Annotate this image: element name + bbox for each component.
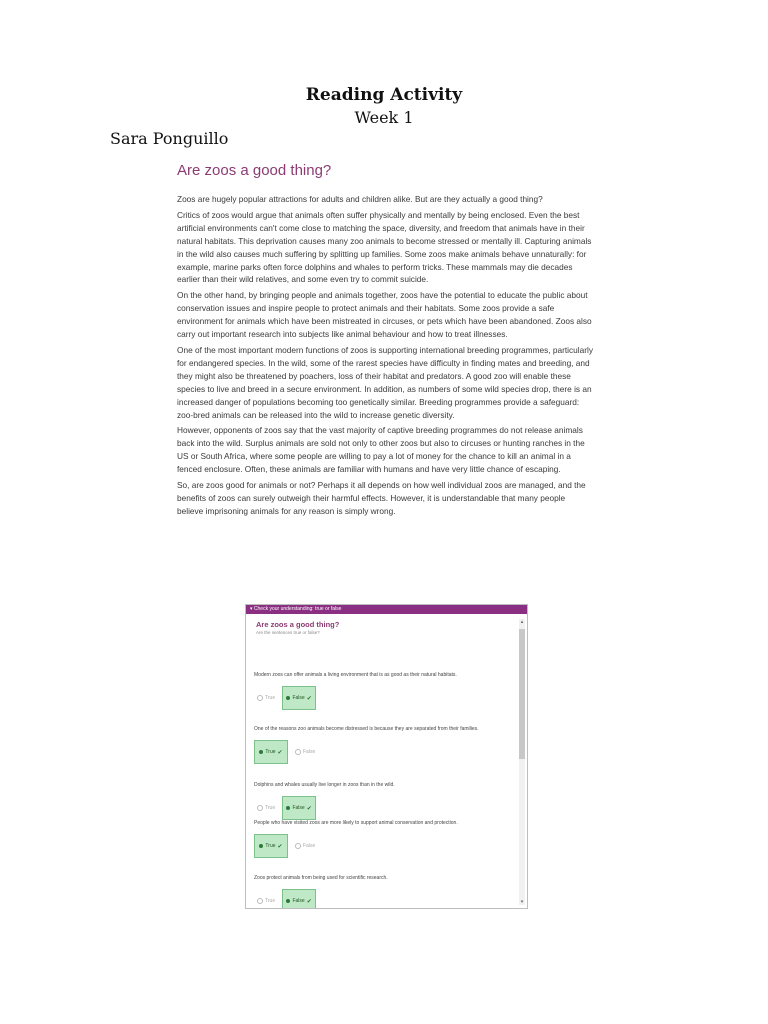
article	[177, 162, 593, 521]
quiz-screenshot	[245, 604, 528, 909]
option-false[interactable]: False ✔	[282, 796, 316, 820]
checkmark-icon: ✔	[277, 843, 283, 850]
article-paragraph: So, are zoos good for animals or not? Perhaps it all depends on how well individual zoos are managed, and the benefits of zoos can surely outweigh their harmful effects. However, it is understandable that many people believe imprisoning animals for any reason is simply wrong.	[177, 480, 586, 516]
option-true[interactable]: True	[254, 687, 278, 709]
article-paragraph: Critics of zoos would argue that animals often suffer physically and mentally by being enclosed. Even the best artificial environments can't come close to matching the space, diversity, and freedom that animals have in their natural habitats. This deprivation causes many zoo animals to become stressed or mentally ill. Capturing animals in the wild also causes much suffering by splitting up families. Some zoos make animals behave unnaturally: for example, marine parks often force dolphins and whales to perform tricks. These mammals may die decades earlier than their wild relatives, and some even try to commit suicide.	[177, 209, 592, 285]
radio-icon	[257, 898, 263, 904]
quiz-question	[254, 667, 504, 710]
quiz-title: Are zoos a good thing?	[256, 620, 340, 629]
document-title: Reading Activity	[305, 85, 463, 105]
radio-icon	[257, 695, 263, 701]
document-subtitle: Week 1	[354, 108, 414, 127]
option-false[interactable]: False	[292, 835, 318, 857]
quiz-header-label: Check your understanding: true or false	[253, 606, 342, 612]
option-true[interactable]: True	[254, 797, 278, 819]
question-text: People who have visited zoos are more likely to support animal conservation and protection.	[254, 820, 458, 826]
article-heading: Are zoos a good thing?	[177, 162, 332, 179]
radio-icon	[295, 749, 301, 755]
article-paragraph: Zoos are hugely popular attractions for adults and children alike. But are they actually a good thing?	[177, 194, 543, 204]
question-text: Dolphins and whales usually live longer in zoos than in the wild.	[254, 782, 395, 788]
article-paragraph: On the other hand, by bringing people and animals together, zoos have the potential to educate the public about conservation issues and inspire people to protect animals and their habitats. Some zoos provide a safe environment for animals which have been mistreated in circuses, or pets which have been abandoned. Zoos also carry out important research into subjects like animal behaviour and how to treat illnesses.	[177, 290, 592, 340]
radio-icon	[286, 696, 290, 700]
article-paragraph: One of the most important modern functions of zoos is supporting international breeding programmes, particularly for endangered species. In the wild, some of the rarest species have difficulty in finding mates and breeding, and they might also be threatened by poachers, loss of their habitat and predators. A good zoo will enable these species to live and breed in a secure environment. In addition, as numbers of some wild species drop, there is an increased danger of populations becoming too genetically similar. Breeding programmes provide a safeguard: zoo-bred animals can be released into the wild to increase genetic diversity.	[177, 344, 593, 420]
article-paragraph: However, opponents of zoos say that the vast majority of captive breeding programmes do not release animals back into the wild. Surplus animals are sold not only to other zoos but also to circuses or hunting ranches in the US or South Africa, where some people are willing to pay a lot of money for the chance to kill an animal in a fenced enclosure. Often, these animals are familiar with humans and have very little chance of escaping.	[177, 425, 585, 475]
question-text: Zoos protect animals from being used for scientific research.	[254, 875, 388, 881]
quiz-question	[254, 870, 504, 909]
question-text: Modern zoos can offer animals a living environment that is as good as their natural habitats.	[254, 672, 457, 678]
quiz-subtitle: Are the sentences true or false?	[256, 630, 320, 635]
radio-icon	[286, 806, 290, 810]
arrow-up-icon[interactable]: ▴	[520, 619, 524, 625]
quiz-body	[254, 617, 512, 635]
option-false[interactable]: False ✔	[282, 686, 316, 710]
option-true[interactable]: True ✔	[254, 740, 288, 764]
option-true[interactable]: True	[254, 890, 278, 909]
radio-icon	[257, 805, 263, 811]
option-true[interactable]: True ✔	[254, 834, 288, 858]
option-false[interactable]: False	[292, 741, 318, 763]
option-false[interactable]: False ✔	[282, 889, 316, 909]
quiz-question	[254, 777, 504, 820]
author-name: Sara Ponguillo	[110, 129, 229, 148]
scroll-thumb[interactable]	[519, 629, 525, 759]
radio-icon	[286, 899, 290, 903]
quiz-question	[254, 721, 504, 764]
radio-icon	[259, 750, 263, 754]
checkmark-icon: ✔	[306, 898, 312, 905]
quiz-header[interactable]	[246, 605, 527, 614]
checkmark-icon: ✔	[306, 805, 312, 812]
radio-icon	[295, 843, 301, 849]
quiz-question	[254, 815, 504, 858]
quiz-scrollbar[interactable]	[519, 619, 525, 905]
arrow-down-icon[interactable]: ▾	[520, 899, 524, 905]
radio-icon	[259, 844, 263, 848]
checkmark-icon: ✔	[277, 749, 283, 756]
question-text: One of the reasons zoo animals become distressed is because they are separated from their families.	[254, 726, 479, 732]
checkmark-icon: ✔	[306, 695, 312, 702]
triangle-down-icon: ▾	[250, 606, 253, 612]
